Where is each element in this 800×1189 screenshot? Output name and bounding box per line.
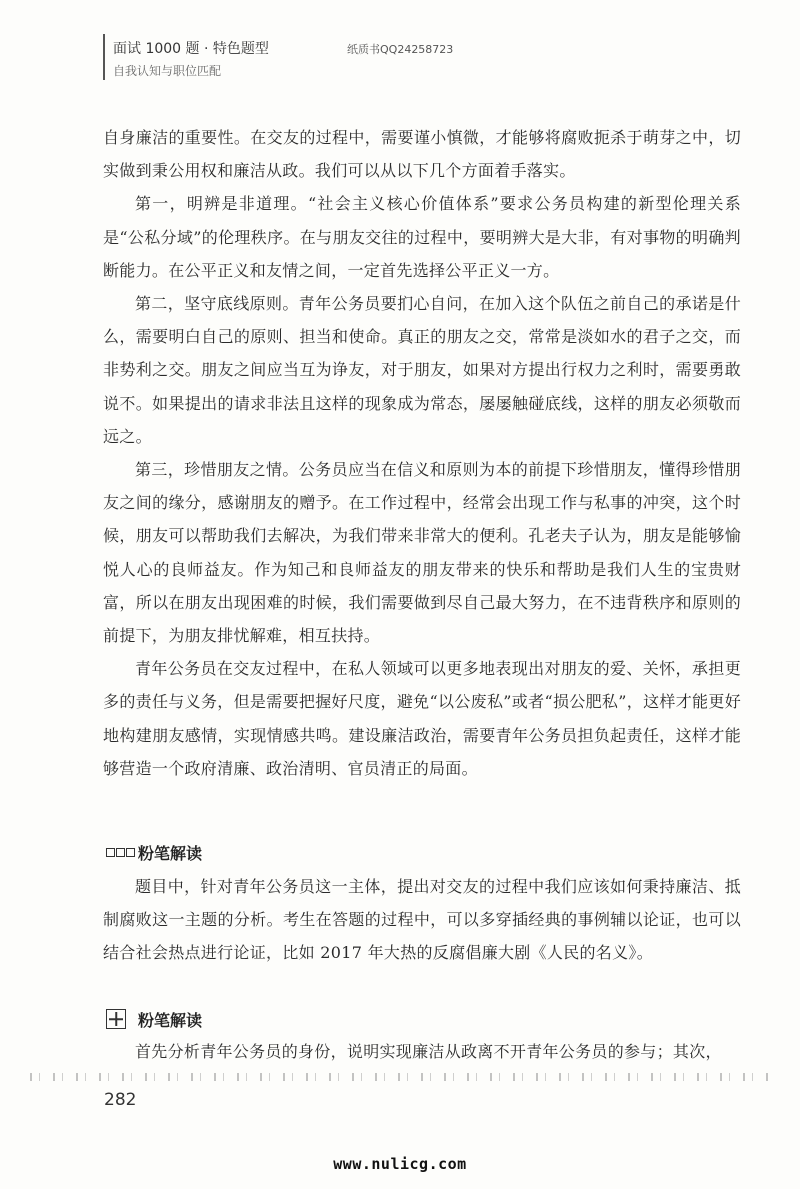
- paragraph: 第三，珍惜朋友之情。公务员应当在信义和原则为本的前提下珍惜朋友，懂得珍惜朋友之间的缘分，感谢朋友的赠予。在工作过程中，经常会出现工作与私事的冲突，这个时候，朋友可以帮助我们去解决，为我们带来非常大的便利。孔老夫子认为，朋友是能够愉悦人心的良师益友。作为知己和良师益友的朋友带来的快乐和帮助是我们人生的宝贵财富，所以在朋友出现困难的时候，我们需要做到尽自己最大努力，在不违背秩序和原则的前提下，为朋友排忧解难，相互扶持。: [103, 460, 741, 646]
- header-rule: [103, 34, 105, 80]
- page-header: [103, 34, 743, 82]
- paragraph: 自身廉洁的重要性。在交友的过程中，需要谨小慎微，才能够将腐败扼杀于萌芽之中，切实做到秉公用权和廉洁从政。我们可以从以下几个方面着手落实。: [103, 128, 741, 181]
- watermark-text: 纸质书QQ24258723: [347, 43, 454, 56]
- paragraph: 青年公务员在交友过程中，在私人领域可以更多地表现出对朋友的爱、关怀，承担更多的责任与义务，但是需要把握好尺度，避免“以公废私”或者“损公肥私”，这样才能更好地构建朋友感情，实现情感共鸣。建设廉洁政治，需要青年公务员担负起责任，这样才能够营造一个政府清廉、政治清明、官员清正的局面。: [103, 659, 741, 778]
- section-grid-icon: [106, 1009, 126, 1029]
- section-text: [103, 1035, 741, 1068]
- section-text: [103, 870, 741, 970]
- cut-off-line: [30, 1073, 770, 1081]
- section-marker-icon: [106, 846, 136, 858]
- section-heading: [106, 840, 202, 864]
- footer-url: www.nulicg.com: [333, 1155, 467, 1173]
- book-title: 面试 1000 题 · 特色题型: [113, 41, 269, 57]
- paragraph: 第一，明辨是非道理。“社会主义核心价值体系”要求公务员构建的新型伦理关系是“公私分域”的伦理秩序。在与朋友交往的过程中，要明辨大是大非，有对事物的明确判断能力。在公平正义和友情之间，一定首先选择公平正义一方。: [103, 194, 741, 280]
- paragraph: 第二，坚守底线原则。青年公务员要扪心自问，在加入这个队伍之前自己的承诺是什么，需要明白自己的原则、担当和使命。真正的朋友之交，常常是淡如水的君子之交，而非势利之交。朋友之间应当互为诤友，对于朋友，如果对方提出行权力之利时，需要勇敢说不。如果提出的请求非法且这样的现象成为常态，屡屡触碰底线，这样的朋友必须敬而远之。: [103, 294, 741, 446]
- paragraph: 首先分析青年公务员的身份，说明实现廉洁从政离不开青年公务员的参与；其次，: [135, 1042, 722, 1061]
- chapter-title: 自我认知与职位匹配: [113, 64, 222, 78]
- page-number: 282: [104, 1090, 137, 1110]
- section-title: 粉笔解读: [138, 843, 203, 863]
- paragraph: 题目中，针对青年公务员这一主体，提出对交友的过程中我们应该如何秉持廉洁、抵制腐败这一主题的分析。考生在答题的过程中，可以多穿插经典的事例辅以论证，也可以结合社会热点进行论证，比如 2017 年大热的反腐倡廉大剧《人民的名义》。: [103, 877, 741, 963]
- main-text: [103, 121, 741, 785]
- section-title: 粉笔解读: [138, 1010, 203, 1030]
- section-heading: [106, 1007, 202, 1031]
